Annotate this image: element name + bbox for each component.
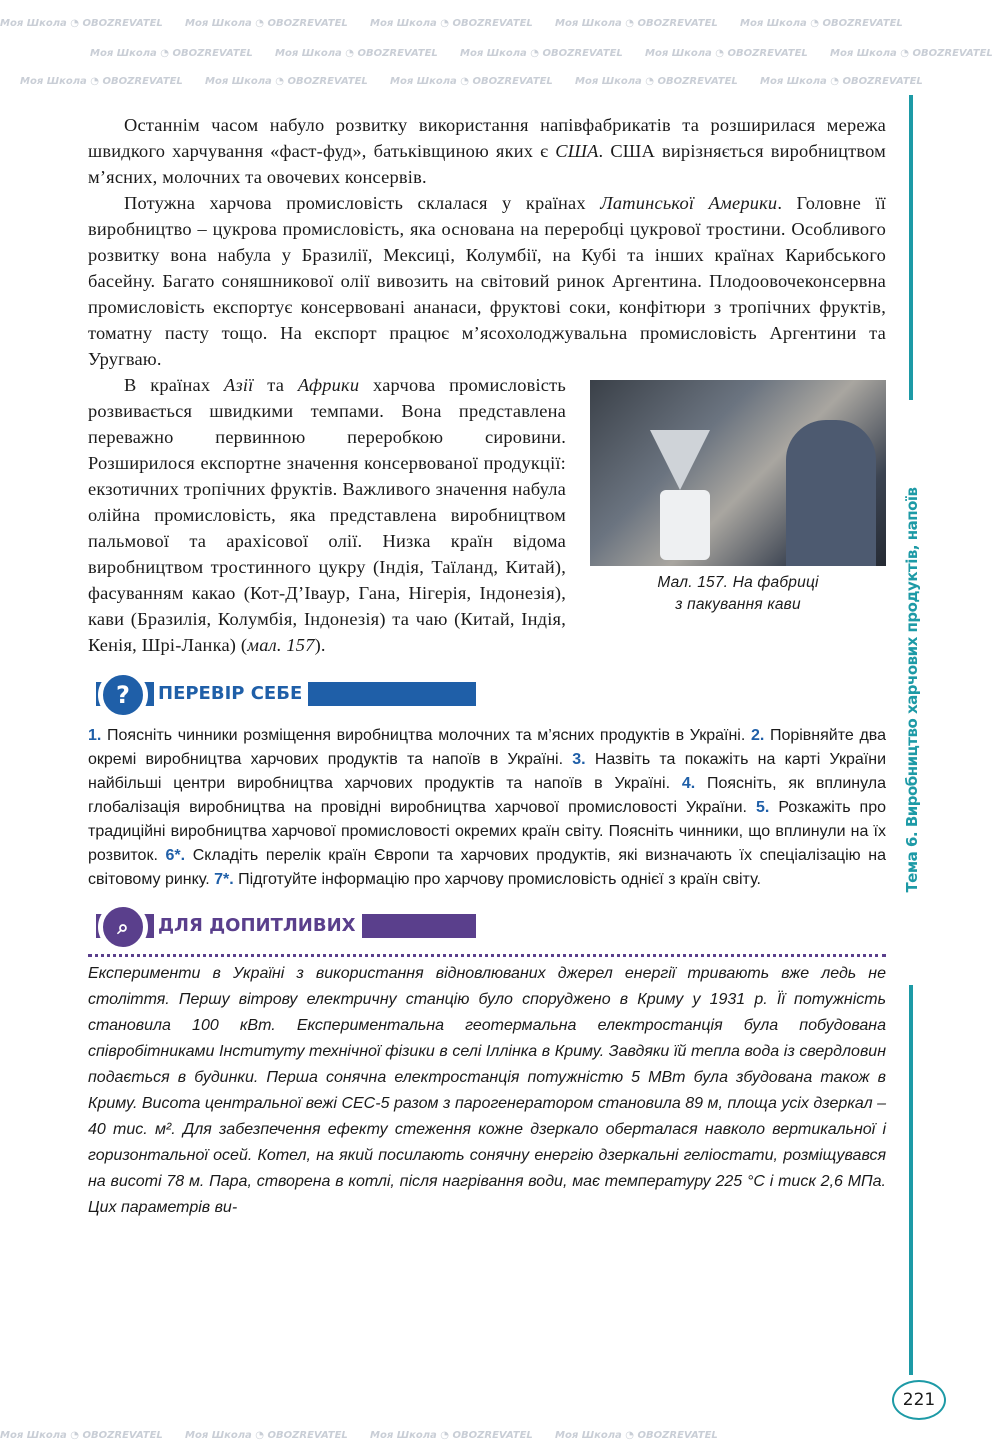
watermark: Моя Школа ◔ OBOZREVATEL: [575, 76, 738, 87]
margin-rule-top: [909, 95, 913, 400]
watermark: Моя Школа ◔ OBOZREVATEL: [740, 18, 903, 29]
section-title: ПЕРЕВІР СЕБЕ: [154, 680, 308, 708]
watermark: Моя Школа ◔ OBOZREVATEL: [645, 48, 808, 59]
text: харчова промисловість розвивається швидкими темпами. Вона представлена переважно первинною переробкою сировини. Розширилося експортне значення консервованої продукції: екзотичних тропічних фруктів. Важливого значення набула олійна промисловість, яка представлена виробництвом пальмової та арахісової олії. Низка країн відома виробництвом тростинного цукру (Індія, Таїланд, Китай), фасуванням какао (Кот-Д’Іваур, Гана, Нігерія, Індонезія), кави (Бразилія, Колумбія, Індонезія) та чаю (Китай, Індія, Кенія, Шрі-Ланка) (: [88, 375, 566, 655]
watermark: Моя Школа ◔ OBOZREVATEL: [185, 1430, 348, 1441]
figure-caption: [590, 572, 886, 616]
curious-text: Експерименти в Україні з використання відновлюваних джерел енергії тривають вже ледь не століття. Першу вітрову електричну станцію було споруджено в Криму у 1931 р. Її потужність становила 100 кВт. Експериментальна геотермальна електростанція була побудована співробітниками Інституту технічної фізики в селі Іллінка в Криму. Завдяки їй тепла вода із свердловин подається в будинки. Перша сонячна електростанція потужністю 5 МВт була збудована також в Криму. Висота центральної вежі СЕС-5 разом з парогенератором становила 89 м, площа усіх дзеркал – 40 тис. м². Для забезпечення ефекту стеження кожне дзеркало оберталася навколо вертикальної і горизонтальної осей. Котел, на який посилають сонячну енергію дзеркальні геліостати, розміщувався на висоті 78 м. Пара, створена в котлі, після нагрівання води, має температуру 225 °С і тиск 2,6 МПа. Цих параметрів ви-: [88, 965, 886, 1216]
text: . Головне її виробництво – цукрова промисловість, яка основана на переробці цукрової тростини. Особливого розвитку вона набула у Бразилії, Мексиці, Колумбії, на Кубі та інших країнах Карибського басейну. Багато соняшникової олії вивозить на світовий ринок Аргентина. Плодоовочеконсервна промисловість експортує консервовані ананаси, фруктові соки, конфітюри з тропічних фруктів, томатну пасту тощо. На експорт працює м’ясохолоджувальна промисловість Аргентини та Уругваю.: [88, 193, 886, 369]
main-column: [88, 112, 886, 1221]
text: Останнім часом набуло розвитку використання напівфабрикатів та розширилася мережа швидкого харчування «фаст-фуд», батьківщиною яких є: [88, 115, 886, 161]
watermark: Моя Школа ◔ OBOZREVATEL: [555, 1430, 718, 1441]
paragraph-usa: [88, 112, 886, 190]
text: . США вирізняється виробництвом м’ясних, молочних та овочевих консервів.: [88, 141, 887, 187]
caption-line: Мал. 157. На фабриці: [657, 574, 819, 591]
question-text: Складіть перелік країн Європи та харчових продуктів, які визначають їх спеціалізацію на світовому ринку.: [88, 847, 887, 888]
watermark: Моя Школа ◔ OBOZREVATEL: [830, 48, 993, 59]
question-text: Порівняйте два окремі виробництва харчових продуктів та напоїв в Україні.: [88, 727, 887, 768]
text: ).: [314, 635, 326, 655]
watermark: Моя Школа ◔ OBOZREVATEL: [390, 76, 553, 87]
emphasis: Африки: [297, 375, 360, 395]
curious-header: [96, 904, 886, 948]
watermark: Моя Школа ◔ OBOZREVATEL: [275, 48, 438, 59]
emphasis: Азії: [224, 375, 254, 395]
watermark: Моя Школа ◔ OBOZREVATEL: [205, 76, 368, 87]
emphasis: США: [555, 141, 599, 161]
watermark: Моя Школа ◔ OBOZREVATEL: [370, 1430, 533, 1441]
watermark: Моя Школа ◔ OBOZREVATEL: [555, 18, 718, 29]
figure-reference: мал. 157: [247, 635, 315, 655]
paragraph-latin-america: [88, 190, 886, 372]
watermark: Моя Школа ◔ OBOZREVATEL: [90, 48, 253, 59]
text: В країнах: [124, 375, 225, 395]
page-number: 221: [892, 1380, 946, 1420]
question-icon: ?: [100, 672, 146, 718]
coffee-factory-photo: [590, 380, 886, 566]
question-number: 3.: [572, 751, 586, 768]
watermark: Моя Школа ◔ OBOZREVATEL: [370, 18, 533, 29]
question-number: 2.: [750, 727, 765, 744]
watermark: Моя Школа ◔ OBOZREVATEL: [0, 18, 163, 29]
intro-text: [88, 112, 886, 372]
margin-rule-bottom: [909, 985, 913, 1375]
question-number: 7*.: [214, 871, 234, 888]
question-text: Підготуйте інформацію про харчову промисловість однієї з країн світу.: [233, 871, 761, 888]
magnifier-book-icon: ⌕: [100, 904, 146, 950]
caption-line: з пакування кави: [675, 596, 801, 613]
text: Потужна харчова промисловість склалася у країнах: [124, 193, 601, 213]
check-yourself-header: [96, 672, 886, 716]
topic-side-label: Тема 6. Виробництво харчових продуктів, напоїв: [903, 487, 921, 893]
watermark: Моя Школа ◔ OBOZREVATEL: [185, 18, 348, 29]
section-title: ДЛЯ ДОПИТЛИВИХ: [154, 912, 362, 940]
watermark: Моя Школа ◔ OBOZREVATEL: [460, 48, 623, 59]
watermark: Моя Школа ◔ OBOZREVATEL: [0, 1430, 163, 1441]
question-text: Розкажіть про традиційні виробництва харчової промисловості окремих країн світу. Поясніть чинники, що вплинули на їх розвиток.: [88, 799, 887, 864]
question-number: 6*.: [165, 847, 186, 864]
question-number: 5.: [755, 799, 770, 816]
dotted-divider: [88, 954, 886, 957]
emphasis: Латинської Америки: [600, 193, 778, 213]
question-text: Поясніть, як вплинула глобалізація виробництва на провідні виробництва харчової промисловості України.: [88, 775, 887, 816]
question-text: Поясніть чинники розміщення виробництва молочних та м’ясних продуктів в Україні.: [101, 727, 751, 744]
paragraph-asia-africa: [88, 372, 886, 658]
question-number: 4.: [681, 775, 696, 792]
text: та: [253, 375, 298, 395]
watermark: Моя Школа ◔ OBOZREVATEL: [20, 76, 183, 87]
question-text: Назвіть та покажіть на карті України найбільші центри виробництва харчових продуктів та напоїв в Україні.: [88, 751, 886, 792]
question-number: 1.: [88, 727, 102, 744]
watermark: Моя Школа ◔ OBOZREVATEL: [760, 76, 923, 87]
questions-list: [88, 724, 886, 892]
